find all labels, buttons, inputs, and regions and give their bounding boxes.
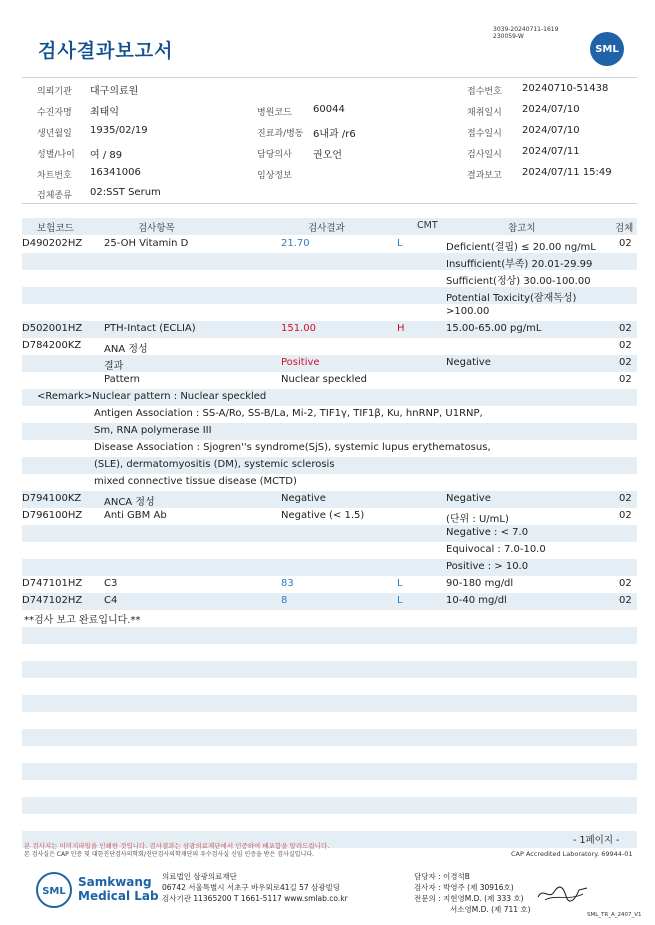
chart-value: 16341006: [90, 167, 141, 178]
collect-date-label: 채취일시: [467, 108, 502, 118]
cell-result: Nuclear speckled: [281, 374, 367, 385]
receipt-no-label: 접수번호: [467, 87, 502, 97]
cell-code: D502001HZ: [22, 323, 83, 334]
header-spec: 검체: [615, 223, 634, 234]
receipt-no-value: 20240710-51438: [522, 83, 609, 94]
dept-value: 6내과 /r6: [313, 129, 356, 140]
hospital-code-value: 60044: [313, 104, 345, 115]
specimen-value: 02:SST Serum: [90, 187, 161, 198]
table-row: [22, 576, 637, 593]
logo-text: Samkwang Medical Lab: [78, 875, 159, 903]
empty-row: [22, 627, 637, 644]
cell-ref: 90-180 mg/dl: [446, 578, 514, 589]
cell-item: Anti GBM Ab: [104, 510, 167, 521]
doctor-value: 권오언: [313, 150, 342, 161]
remark-line: [22, 440, 637, 457]
cell-code: D784200KZ: [22, 340, 82, 351]
notice-2: 본 검사실은 CAP 인증 및 대한진단검사의학회/진단검사의학재단의 우수검사실 신임 인증을 받은 검사실입니다.: [24, 851, 314, 858]
doctor-label: 담당의사: [257, 150, 292, 160]
cell-ref: Deficient(결핍) ≤ 20.00 ng/mL: [446, 242, 596, 253]
empty-row: [22, 712, 637, 729]
cell-ref: Negative : < 7.0: [446, 527, 529, 538]
cell-ref: 15.00-65.00 pg/mL: [446, 323, 542, 334]
cell-result: 83: [281, 578, 294, 589]
empty-row: [22, 746, 637, 763]
clinical-label: 임상정보: [257, 171, 292, 181]
receive-date-label: 접수일시: [467, 129, 502, 139]
cell-code: D747102HZ: [22, 595, 83, 606]
document-id: 3039-20240711-1619 230059-W: [493, 26, 559, 40]
sml-logo-badge: SML: [590, 32, 624, 66]
table-header: [22, 218, 637, 235]
cell-spec: 02: [619, 578, 632, 589]
empty-row: [22, 729, 637, 746]
chart-label: 차트번호: [37, 171, 72, 181]
cell-ref: Potential Toxicity(잠재독성): [446, 293, 577, 304]
table-row: [22, 542, 637, 559]
empty-row: [22, 763, 637, 780]
sml-logo-icon: [36, 872, 72, 908]
cell-spec: 02: [619, 510, 632, 521]
birth-value: 1935/02/19: [90, 125, 148, 136]
cell-ref: Sufficient(정상) 30.00-100.00: [446, 276, 591, 287]
cell-spec: 02: [619, 323, 632, 334]
cell-item: ANCA 정성: [104, 497, 155, 508]
patient-label: 수진자명: [37, 108, 72, 118]
cell-cmt: L: [397, 595, 403, 606]
cell-ref: Negative: [446, 493, 491, 504]
collect-date-value: 2024/07/10: [522, 104, 580, 115]
table-row: [22, 559, 637, 576]
divider: [22, 77, 637, 78]
empty-row: [22, 678, 637, 695]
end-note: **검사 보고 완료입니다.**: [24, 615, 141, 626]
empty-row: [22, 644, 637, 661]
header-result: 검사결과: [308, 223, 345, 234]
page-number: - 1페이지 -: [573, 835, 620, 846]
cell-ref: (단위 : U/mL): [446, 514, 509, 525]
institution-value: 대구의료원: [90, 86, 139, 97]
address-block: 의료법인 삼광의료재단 06742 서울특별시 서초구 바우뫼로41길 57 삼광빌딩 검사기관 11365200 T 1661-5117 www.smlab.co.kr: [162, 872, 348, 903]
page-title: 검사결과보고서: [38, 40, 174, 62]
remark-text: mixed connective tissue disease (MCTD): [94, 476, 297, 487]
patient-value: 최태익: [90, 107, 119, 118]
cell-spec: 02: [619, 374, 632, 385]
cell-cmt: L: [397, 578, 403, 589]
table-row: [22, 236, 637, 253]
table-row: [22, 287, 637, 304]
empty-row: [22, 695, 637, 712]
receive-date-value: 2024/07/10: [522, 125, 580, 136]
table-row: [22, 491, 637, 508]
institution-label: 의뢰기관: [37, 87, 72, 97]
divider: [22, 203, 637, 204]
empty-row: [22, 661, 637, 678]
header-item: 검사항목: [138, 223, 175, 234]
report-date-label: 결과보고: [467, 171, 502, 181]
cell-item: Pattern: [104, 374, 140, 385]
remark-text: Sm, RNA polymerase III: [94, 425, 212, 436]
cell-item: C3: [104, 578, 118, 589]
svg-text:SML: SML: [42, 886, 66, 897]
table-row: [22, 508, 637, 525]
table-row: [22, 321, 637, 338]
cell-spec: 02: [619, 340, 632, 351]
cell-cmt: L: [397, 238, 403, 249]
cell-spec: 02: [619, 493, 632, 504]
cell-result: 151.00: [281, 323, 316, 334]
cell-result: 8: [281, 595, 288, 606]
cell-ref: Equivocal : 7.0-10.0: [446, 544, 546, 555]
cell-ref: Insufficient(부족) 20.01-29.99: [446, 259, 593, 270]
cell-result: Positive: [281, 357, 320, 368]
remark-line: [22, 389, 637, 406]
table-row: [22, 338, 637, 355]
cell-spec: 02: [619, 238, 632, 249]
table-row: [22, 304, 637, 321]
remark-line: [22, 474, 637, 491]
cell-item: 결과: [104, 361, 124, 372]
header-ref: 참고치: [508, 223, 536, 234]
cell-ref: 10-40 mg/dl: [446, 595, 507, 606]
cell-code: D490202HZ: [22, 238, 83, 249]
cell-ref: >100.00: [446, 306, 490, 317]
cell-item: 25-OH Vitamin D: [104, 238, 189, 249]
cell-code: D794100KZ: [22, 493, 82, 504]
cell-item: PTH-Intact (ECLIA): [104, 323, 196, 334]
empty-row: [22, 797, 637, 814]
form-code: SML_TR_A_2407_V1: [587, 912, 642, 918]
cell-code: D796100HZ: [22, 510, 83, 521]
cell-item: C4: [104, 595, 118, 606]
remark-text: <Remark>Nuclear pattern : Nuclear speckled: [37, 391, 267, 402]
notice-1: 본 검사지는 이미지파일을 인쇄한 것입니다. 검사결과는 삼광의료재단에서 인증하여 배포함을 알려드립니다.: [24, 842, 330, 850]
dept-label: 진료과/병동: [257, 129, 304, 139]
table-row: [22, 270, 637, 287]
cell-spec: 02: [619, 595, 632, 606]
table-row: [22, 593, 637, 610]
remark-text: Antigen Association : SS-A/Ro, SS-B/La, Mi-2, TIF1γ, TIF1β, Ku, hnRNP, U1RNP,: [94, 408, 483, 419]
cell-ref: Negative: [446, 357, 491, 368]
header-cmt: CMT: [417, 220, 438, 231]
signature-image: [535, 882, 590, 908]
remark-text: Disease Association : Sjogren''s syndrome(SjS), systemic lupus erythematosus,: [94, 442, 491, 453]
staff-block: 담당자 : 이경석B 검사자 : 박영주 (제 30916호) 전문의 : 지현영M.D. (제 333 호) 서소영M.D. (제 711 호): [414, 872, 531, 914]
header-code: 보험코드: [37, 223, 74, 234]
test-date-value: 2024/07/11: [522, 146, 580, 157]
table-row: [22, 253, 637, 270]
remark-line: [22, 457, 637, 474]
cell-item: ANA 정성: [104, 344, 148, 355]
test-date-label: 검사일시: [467, 150, 502, 160]
report-date-value: 2024/07/11 15:49: [522, 167, 612, 178]
cap-accreditation: CAP Accredited Laboratory. 69944-01: [511, 850, 633, 858]
cell-ref: Positive : > 10.0: [446, 561, 529, 572]
empty-row: [22, 780, 637, 797]
cell-spec: 02: [619, 357, 632, 368]
remark-text: (SLE), dermatomyositis (DM), systemic sclerosis: [94, 459, 335, 470]
cell-code: D747101HZ: [22, 578, 83, 589]
cell-result: 21.70: [281, 238, 310, 249]
remark-line: [22, 423, 637, 440]
cell-result: Negative: [281, 493, 326, 504]
cell-result: Negative (< 1.5): [281, 510, 365, 521]
sex-age-label: 성별/나이: [37, 150, 75, 160]
birth-label: 생년월일: [37, 129, 72, 139]
specimen-label: 검체종류: [37, 191, 72, 201]
remark-line: [22, 406, 637, 423]
cell-cmt: H: [397, 323, 405, 334]
hospital-code-label: 병원코드: [257, 108, 292, 118]
table-row: [22, 355, 637, 372]
sex-age-value: 여 / 89: [90, 150, 123, 161]
empty-row: [22, 814, 637, 831]
table-row: [22, 372, 637, 389]
table-row: [22, 525, 637, 542]
